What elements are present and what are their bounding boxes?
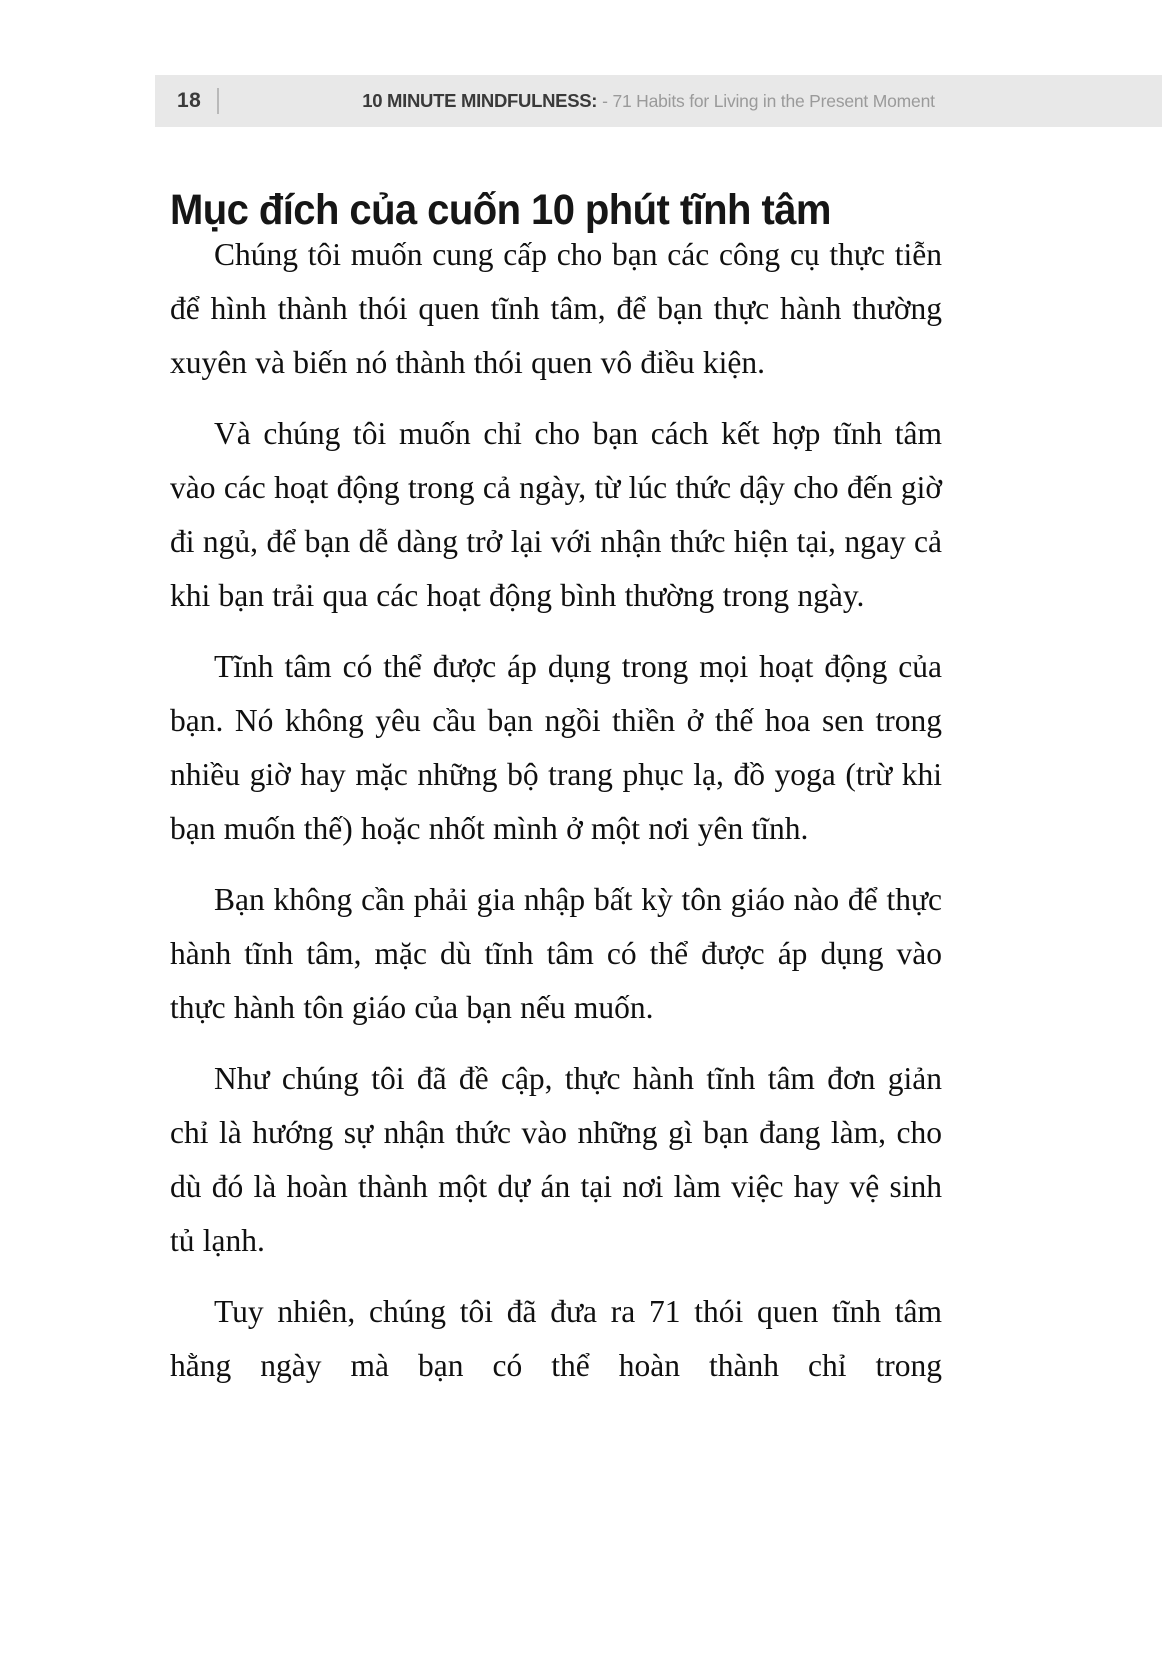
book-title: 10 MINUTE MINDFULNESS: (362, 90, 598, 111)
paragraph: Như chúng tôi đã đề cập, thực hành tĩnh tâm đơn giản chỉ là hướng sự nhận thức vào những gì bạn đang làm, cho dù đó là hoàn thành một dự án tại nơi làm việc hay vệ sinh tủ lạnh. (170, 1061, 942, 1258)
page-number: 18 (177, 89, 202, 112)
body-text (170, 228, 942, 1393)
paragraph: Bạn không cần phải gia nhập bất kỳ tôn giáo nào để thực hành tĩnh tâm, mặc dù tĩnh tâm có thể được áp dụng vào thực hành tôn giáo của bạn nếu muốn. (170, 882, 942, 1025)
paragraph: Và chúng tôi muốn chỉ cho bạn cách kết hợp tĩnh tâm vào các hoạt động trong cả ngày, từ lúc thức dậy cho đến giờ đi ngủ, để bạn dễ dàng trở lại với nhận thức hiện tại, ngay cả khi bạn trải qua các hoạt động bình thường trong ngày. (170, 416, 942, 613)
running-header (155, 75, 1162, 127)
paragraph: Tĩnh tâm có thể được áp dụng trong mọi hoạt động của bạn. Nó không yêu cầu bạn ngồi thiền ở thế hoa sen trong nhiều giờ hay mặc những bộ trang phục lạ, đồ yoga (trừ khi bạn muốn thế) hoặc nhốt mình ở một nơi yên tĩnh. (170, 649, 942, 846)
paragraph: Chúng tôi muốn cung cấp cho bạn các công cụ thực tiễn để hình thành thói quen tĩnh tâm, để bạn thực hành thường xuyên và biến nó thành thói quen vô điều kiện. (170, 237, 942, 380)
book-subtitle: - 71 Habits for Living in the Present Moment (602, 91, 935, 111)
page-title: Mục đích của cuốn 10 phút tĩnh tâm (170, 185, 831, 234)
paragraph: Tuy nhiên, chúng tôi đã đưa ra 71 thói quen tĩnh tâm hằng ngày mà bạn có thể hoàn thành chỉ trong (170, 1294, 942, 1383)
running-header-title (155, 90, 1162, 112)
